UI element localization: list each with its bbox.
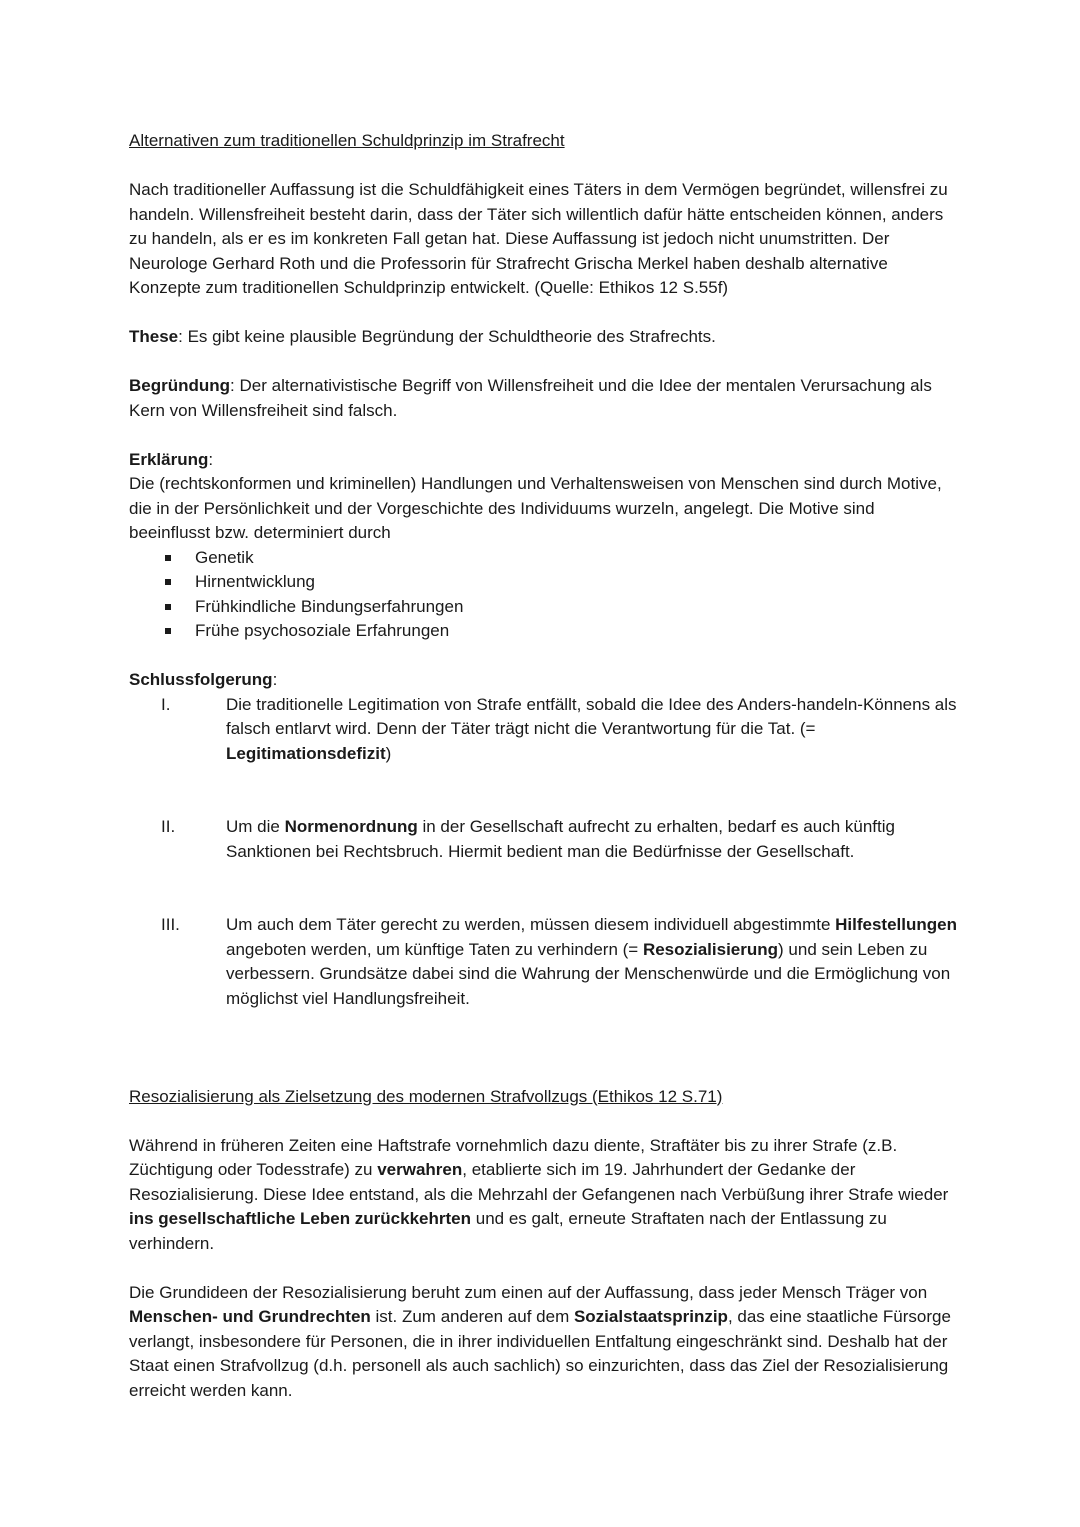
- point-text-part: ): [385, 743, 392, 763]
- text-part: , das eine staatliche Fürsorge verlangt, insbesondere für Personen, die in ihrer individuellen Entfaltung eingeschränkt sind. Deshalb hat der Staat einen Strafvollzug (d.h. personell als auch sachlich) so einzurichten, dass das Ziel der Resozialisierung erreicht werden kann.: [129, 1307, 951, 1400]
- point-text: [226, 693, 959, 767]
- these-label: These: [129, 327, 179, 346]
- bold-term: Sozialstaatsprinzip: [573, 1307, 728, 1326]
- point-text-part: in der Gesellschaft aufrecht zu erhalten, bedarf es auch künftig Sanktionen bei Rechtsbruch. Hiermit bedient man die Bedürfnisse der Gesellschaft.: [226, 817, 895, 861]
- erklaerung-colon: :: [208, 449, 214, 469]
- these-text: : Es gibt keine plausible Begründung der Schuldtheorie des Strafrechts.: [178, 327, 716, 346]
- point-1: [129, 693, 959, 767]
- motive-list: [129, 546, 959, 644]
- document-page: [129, 129, 959, 1403]
- list-item: Frühe psychosoziale Erfahrungen: [165, 619, 959, 644]
- point-text-part: ) und sein Leben zu verbessern. Grundsätze dabei sind die Wahrung der Menschenwürde und die Ermöglichung von möglichst viel Handlungsfreiheit.: [226, 939, 951, 1008]
- list-item: Frühkindliche Bindungserfahrungen: [165, 595, 959, 620]
- begruendung-text: : Der alternativistische Begriff von Willensfreiheit und die Idee der mentalen Verursachung als Kern von Willensfreiheit sind falsch.: [129, 376, 932, 420]
- text-part: und es galt, erneute Straftaten nach der Entlassung zu verhindern.: [129, 1209, 887, 1253]
- schluss-heading: [129, 668, 959, 693]
- erklaerung-paragraph: Die (rechtskonformen und kriminellen) Handlungen und Verhaltensweisen von Menschen sind durch Motive, die in der Persönlichkeit und der Vorgeschichte des Individuums wurzeln, angelegt. Die Motive sind beeinflusst bzw. determiniert durch: [129, 474, 942, 542]
- point-text: [226, 815, 959, 864]
- these-paragraph: [129, 325, 959, 350]
- begruendung-label: Begründung: [129, 376, 231, 395]
- point-text-part: Die traditionelle Legitimation von Strafe entfällt, sobald die Idee des Anders-handeln-Könnens als falsch entlarvt wird. Denn der Täter trägt nicht die Verantwortung für die Tat. (=: [226, 694, 957, 738]
- section2-paragraph-2: [129, 1281, 959, 1404]
- schluss-colon: :: [272, 670, 278, 689]
- begruendung-paragraph: [129, 374, 959, 423]
- text-part: Während in früheren Zeiten eine Haftstrafe vornehmlich dazu diente, Straftäter bis zu ihrer Strafe (z.B. Züchtigung oder Todesstrafe) zu: [129, 1135, 898, 1179]
- point-2: [129, 815, 959, 864]
- point-number: I.: [161, 694, 171, 714]
- point-number: II.: [161, 817, 176, 836]
- list-item: Hirnentwicklung: [165, 570, 959, 595]
- bold-term: verwahren: [377, 1160, 463, 1179]
- point-text-part: Um auch dem Täter gerecht zu werden, müssen diesem individuell abgestimmte: [226, 915, 836, 934]
- list-item: Genetik: [165, 546, 959, 571]
- point-bold-term: Normenordnung: [284, 817, 418, 836]
- point-bold-term: Legitimationsdefizit: [226, 743, 386, 763]
- schluss-label: Schlussfolgerung: [129, 670, 273, 689]
- erklaerung-label: Erklärung: [129, 449, 209, 469]
- point-text-part: angeboten werden, um künftige Taten zu verhindern (=: [226, 939, 643, 959]
- intro-paragraph: Nach traditioneller Auffassung ist die Schuldfähigkeit eines Täters in dem Vermögen begründet, willensfrei zu handeln. Willensfreiheit besteht darin, dass der Täter sich willentlich dafür hätte entscheiden können, anders zu handeln, als er es im konkreten Fall getan hat. Diese Auffassung ist jedoch nicht unumstritten. Der Neurologe Gerhard Roth und die Professorin für Strafrecht Grischa Merkel haben deshalb alternative Konzepte zum traditionellen Schuldprinzip entwickelt. (Quelle: Ethikos 12 S.55f): [129, 180, 948, 297]
- text-part: ist. Zum anderen auf dem: [370, 1307, 574, 1326]
- section1-heading: Alternativen zum traditionellen Schuldprinzip im Strafrecht: [129, 131, 565, 150]
- section2-paragraph-1: [129, 1134, 959, 1257]
- point-text: [226, 913, 959, 1011]
- point-3: [129, 913, 959, 1011]
- text-part: Die Grundideen der Resozialisierung beruht zum einen auf der Auffassung, dass jeder Mensch Träger von: [129, 1282, 928, 1302]
- bold-term: ins gesellschaftliche Leben zurückkehrten: [129, 1209, 472, 1228]
- point-number: III.: [161, 915, 180, 934]
- text-part: , etablierte sich im 19. Jahrhundert der Gedanke der Resozialisierung. Diese Idee entstand, als die Mehrzahl der Gefangenen nach Verbüßung ihrer Strafe wieder: [129, 1160, 949, 1204]
- erklaerung-heading: [129, 448, 959, 473]
- bold-term: Menschen- und Grundrechten: [129, 1307, 371, 1326]
- point-text-part: Um die: [226, 817, 285, 836]
- section2-heading: Resozialisierung als Zielsetzung des modernen Strafvollzugs (Ethikos 12 S.71): [129, 1086, 723, 1106]
- point-bold-term: Resozialisierung: [642, 939, 779, 959]
- point-bold-term: Hilfestellungen: [835, 915, 957, 934]
